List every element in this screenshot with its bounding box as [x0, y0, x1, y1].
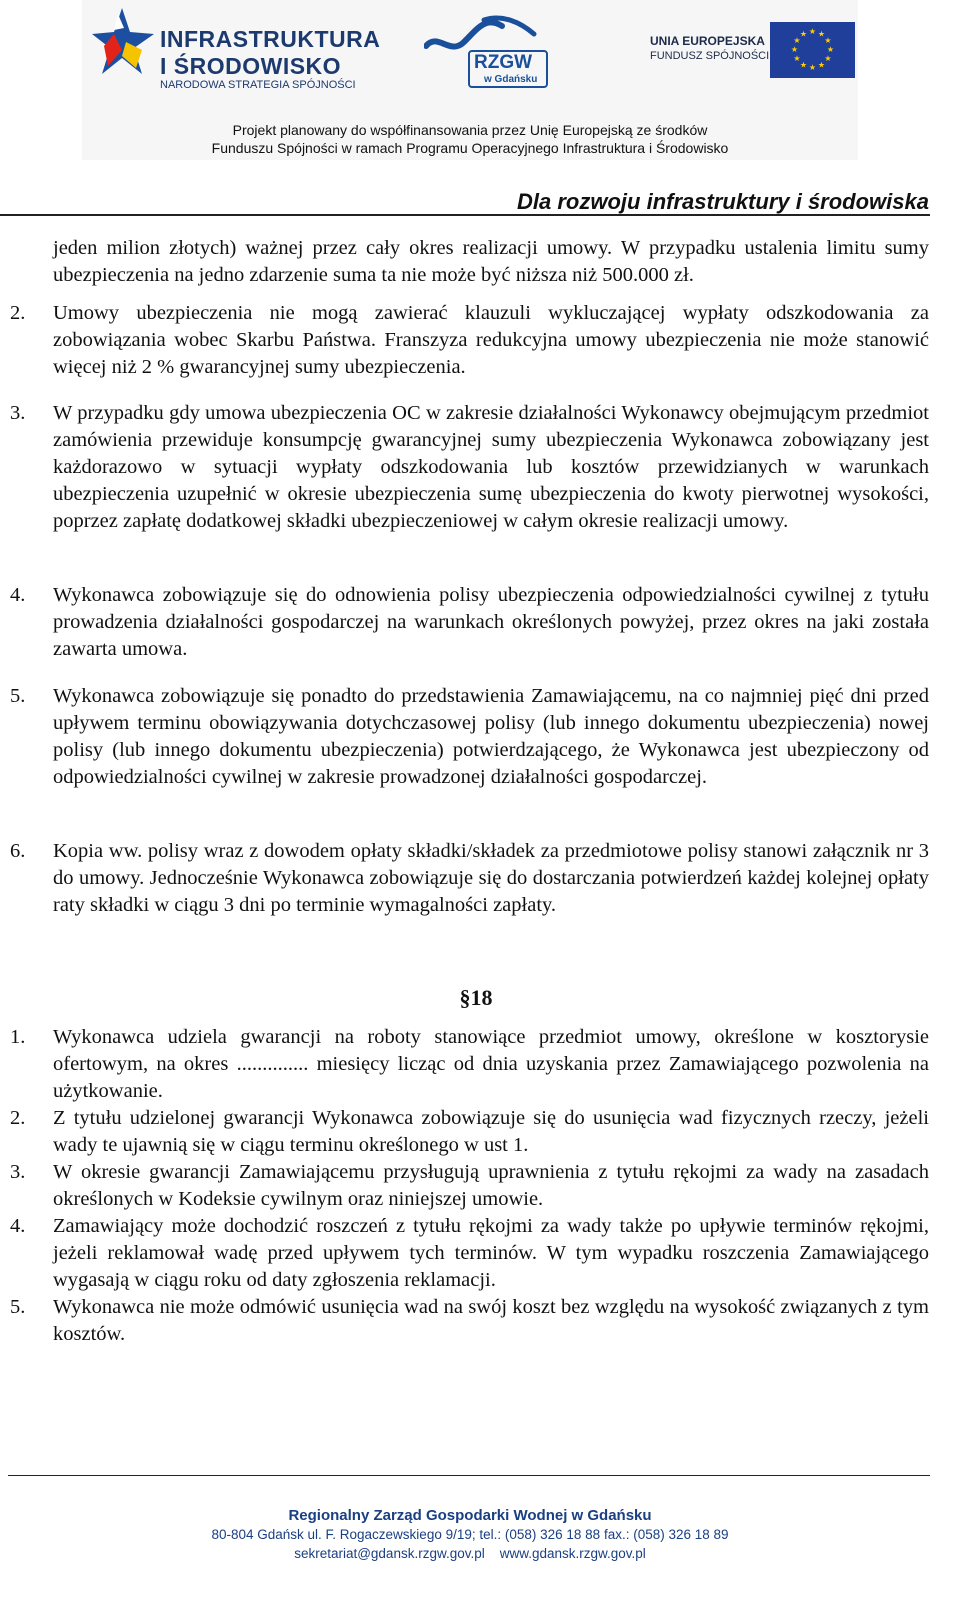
list-item: W przypadku gdy umowa ubezpieczenia OC w zakresie działalności Wykonawcy obejmującym przedmiot zamówienia przewiduje konsumpcję gwarancyjnej sumy ubezpieczenia Wykonawca zobowiązany jest każdorazowo w sytuacji wypłaty odszkodowania lub kosztów przewidzianych w warunkach ubezpieczenia uzupełnić w okresie ubezpieczenia sumę ubezpieczenia do kwoty pierwotnej wysokości, poprzez zapłatę dodatkowej składki ubezpieczeniowej w całym okresie realizacji umowy.: [53, 402, 929, 532]
svg-text:★: ★: [790, 45, 799, 54]
eu-flag-icon: [770, 22, 855, 78]
item-number: 6.: [10, 840, 26, 862]
footer-divider: [8, 1475, 930, 1476]
item-number: 2.: [10, 1107, 26, 1129]
svg-text:★: ★: [817, 60, 826, 70]
list-item: Wykonawca nie może odmówić usunięcia wad na swój koszt bez względu na wysokość związanych z tym kosztów.: [53, 1296, 929, 1345]
item-number: 3.: [10, 1161, 26, 1183]
list-item: Wykonawca zobowiązuje się ponadto do przedstawienia Zamawiającemu, na co najmniej pięć dni przed upływem terminu obowiązywania dotychczasowej polisy (lub innego dokumentu ubezpieczenia) nowej polisy (lub innego dokumentu ubezpieczenia) potwierdzającego, że Wykonawca jest ubezpieczony od odpowiedzialności cywilnej w zakresie prowadzonej działalności gospodarczej.: [53, 685, 929, 788]
item-number: 4.: [10, 584, 26, 606]
logo-subtitle: NARODOWA STRATEGIA SPÓJNOŚCI: [160, 79, 356, 91]
svg-text:★: ★: [824, 54, 832, 63]
svg-text:★: ★: [793, 36, 801, 45]
svg-text:★: ★: [808, 27, 817, 36]
infrastruktura-logo: [92, 6, 381, 91]
item-number: 2.: [10, 302, 26, 324]
section-title: §18: [459, 985, 493, 1010]
list-item: Wykonawca udziela gwarancji na roboty stanowiące przedmiot umowy, określone w kosztorysie ofertowym, na okres .............. miesięcy licząc od dnia uzyskania przez Zamawiającego pozwolenia na użytkowanie.: [53, 1026, 929, 1102]
svg-text:★: ★: [808, 63, 817, 72]
item-number: 5.: [10, 685, 26, 707]
slogan: Dla rozwoju infrastruktury i środowiska: [517, 189, 929, 214]
footer-org: Regionalny Zarząd Gospodarki Wodnej w Gdańsku: [288, 1507, 652, 1524]
list-item: Z tytułu udzielonej gwarancji Wykonawca zobowiązuje się do usunięcia wad fizycznych rzeczy, jeżeli wady te ujawnią się w ciągu terminu określonego w ust 1.: [53, 1107, 929, 1156]
list-item: Wykonawca zobowiązuje się do odnowienia polisy ubezpieczenia odpowiedzialności cywilnej z tytułu prowadzenia działalności gospodarczej na warunkach określonych powyżej, przez okres na jaki została zawarta umowa.: [53, 584, 929, 660]
list-item: Zamawiający może dochodzić roszczeń z tytułu rękojmi za wady także po upływie terminów rękojmi, jeżeli reklamował wadę przed upływem tych terminów. W tym wypadku roszczenia Zamawiającego wygasają w ciągu roku od daty zgłoszenia reklamacji.: [53, 1215, 929, 1291]
eu-line2: FUNDUSZ SPÓJNOŚCI: [650, 50, 770, 62]
item-number: 1.: [10, 1026, 26, 1048]
rzgw-name: RZGW: [474, 52, 533, 73]
header-divider: [0, 214, 930, 216]
rzgw-subtitle: w Gdańsku: [484, 74, 538, 85]
svg-text:★: ★: [817, 29, 826, 39]
list-item: W okresie gwarancji Zamawiającemu przysługują uprawnienia z tytułu rękojmi za wady na zasadach określonych w Kodeksie cywilnym oraz niniejszej umowie.: [53, 1161, 929, 1210]
footer-address: 80-804 Gdańsk ul. F. Rogaczewskiego 9/19; tel.: (058) 326 18 88 fax.: (058) 326 18 89: [211, 1527, 729, 1542]
project-funding-note: [82, 121, 858, 157]
star-emblem-icon: [92, 6, 154, 86]
svg-text:★: ★: [793, 54, 801, 63]
item-number: 4.: [10, 1215, 26, 1237]
list-item: Umowy ubezpieczenia nie mogą zawierać klauzuli wykluczającej wypłaty odszkodowania za zobowiązania wobec Skarbu Państwa. Franszyza redukcyjna umowy ubezpieczenia nie może stanowić więcej niż 2 % gwarancyjnej sumy ubezpieczenia.: [53, 302, 929, 378]
continuation-paragraph: jeden milion złotych) ważnej przez cały okres realizacji umowy. W przypadku ustalenia limitu sumy ubezpieczenia na jedno zdarzenie suma ta nie może być niższa niż 500.000 zł.: [53, 237, 929, 286]
project-line2: Funduszu Spójności w ramach Programu Operacyjnego Infrastruktura i Środowisko: [211, 140, 729, 156]
svg-text:★: ★: [826, 45, 835, 54]
rzgw-logo: [424, 12, 554, 85]
project-line1: Projekt planowany do współfinansowania przez Unię Europejską ze środków: [232, 122, 708, 138]
logo-title-line2: I ŚRODOWISKO: [160, 53, 342, 79]
item-number: 5.: [10, 1296, 26, 1318]
svg-text:★: ★: [799, 29, 808, 39]
eu-logo: [645, 22, 860, 82]
eu-line1: UNIA EUROPEJSKA: [650, 34, 765, 48]
item-number: 3.: [10, 402, 26, 424]
list-item: Kopia ww. polisy wraz z dowodem opłaty składki/składek za przedmiotowe polisy stanowi załącznik nr 3 do umowy. Jednocześnie Wykonawca zobowiązuje się do dostarczania potwierdzeń każdej kolejnej opłaty raty składki w ciągu 3 dni po terminie wymagalności zapłaty.: [53, 840, 929, 916]
svg-text:★: ★: [824, 36, 832, 45]
svg-text:★: ★: [799, 60, 808, 70]
logo-title-line1: INFRASTRUKTURA: [160, 26, 381, 52]
footer-contact: sekretariat@gdansk.rzgw.gov.pl www.gdansk.rzgw.gov.pl: [294, 1546, 646, 1561]
